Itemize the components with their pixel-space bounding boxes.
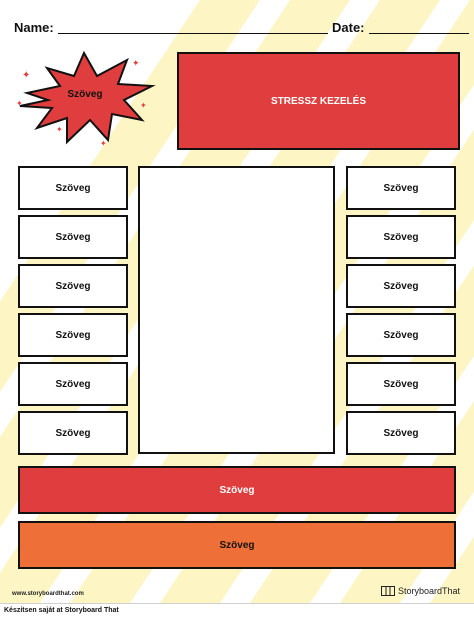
site-url: www.storyboardthat.com: [12, 591, 84, 597]
date-label: Date:: [332, 19, 365, 35]
logo-text: StoryboardThat: [397, 586, 460, 596]
bottom-orange-box[interactable]: Szöveg: [18, 521, 456, 569]
right-text-box[interactable]: Szöveg: [346, 264, 456, 308]
right-text-box[interactable]: Szöveg: [346, 215, 456, 259]
name-label: Name:: [14, 19, 54, 35]
left-text-box[interactable]: Szöveg: [18, 362, 128, 406]
svg-text:✦: ✦: [22, 70, 31, 81]
footer-text: Készítsen saját at Storyboard That: [4, 607, 119, 614]
right-text-box[interactable]: Szöveg: [346, 362, 456, 406]
svg-text:✦: ✦: [140, 101, 147, 110]
right-text-box[interactable]: Szöveg: [346, 313, 456, 357]
svg-text:✦: ✦: [56, 125, 63, 134]
center-image-box[interactable]: [138, 166, 335, 454]
svg-text:✦: ✦: [132, 58, 140, 68]
left-text-box[interactable]: Szöveg: [18, 215, 128, 259]
date-field: [332, 17, 469, 37]
name-line[interactable]: [58, 21, 328, 34]
date-line[interactable]: [369, 21, 469, 34]
title-box[interactable]: STRESSZ KEZELÉS: [177, 52, 460, 150]
starburst-label[interactable]: Szöveg: [67, 89, 103, 100]
svg-text:✦: ✦: [16, 99, 23, 108]
right-text-box[interactable]: Szöveg: [346, 166, 456, 210]
svg-text:✦: ✦: [100, 139, 107, 148]
left-text-box[interactable]: Szöveg: [18, 411, 128, 455]
storyboardthat-logo: [381, 586, 460, 596]
left-text-box[interactable]: Szöveg: [18, 264, 128, 308]
storyboard-icon: [381, 586, 395, 596]
left-text-box[interactable]: Szöveg: [18, 166, 128, 210]
left-text-box[interactable]: Szöveg: [18, 313, 128, 357]
right-text-box[interactable]: Szöveg: [346, 411, 456, 455]
bottom-red-box[interactable]: Szöveg: [18, 466, 456, 514]
name-field: [14, 17, 328, 37]
